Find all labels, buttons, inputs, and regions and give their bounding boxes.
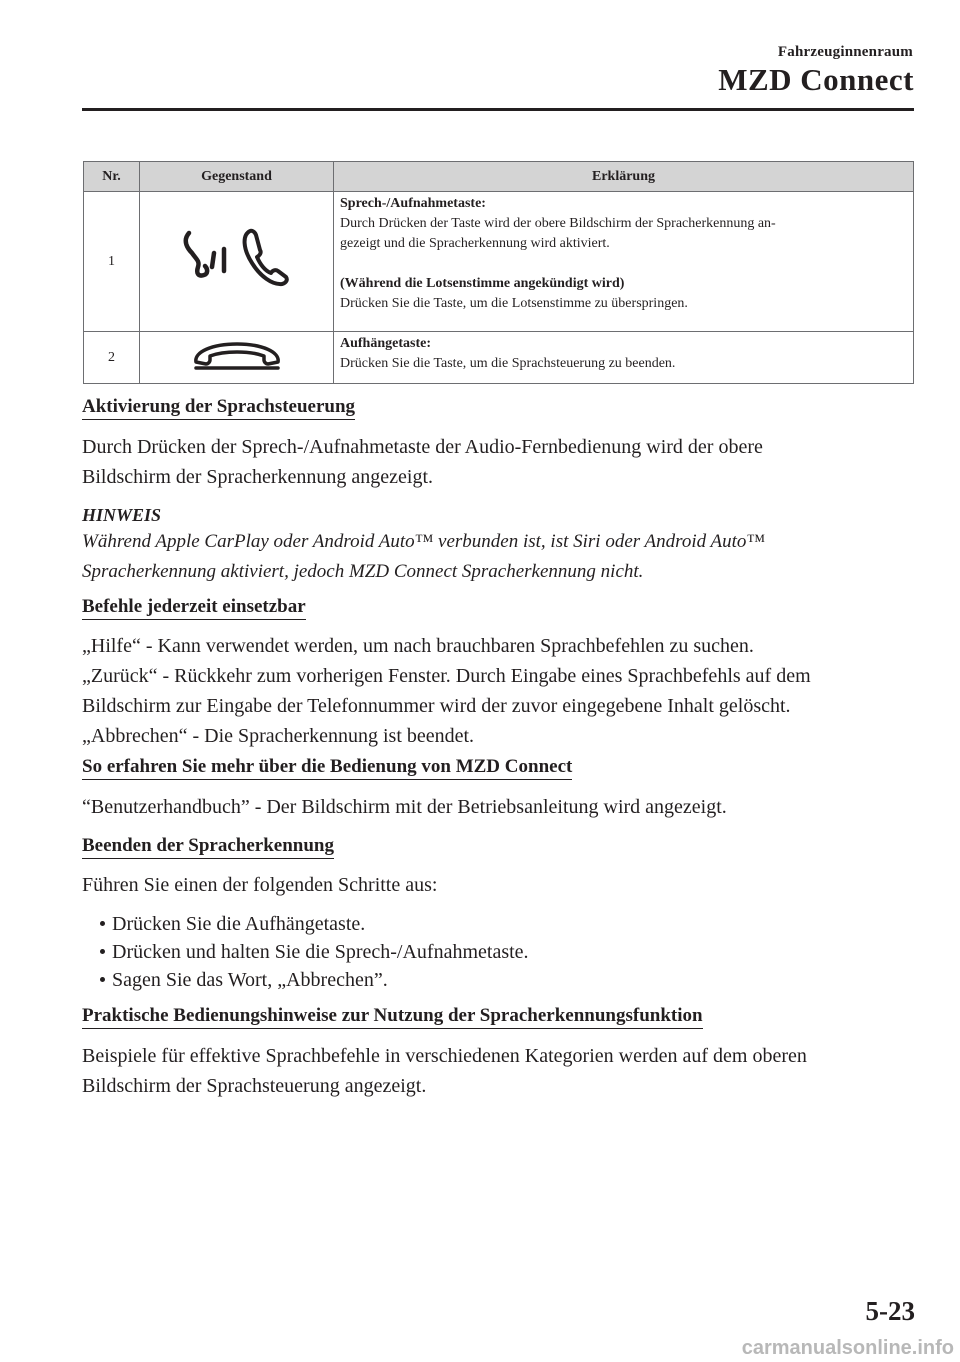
row-item — [140, 332, 334, 384]
hang-up-icon — [182, 334, 292, 374]
spacer — [340, 254, 907, 274]
commands-paragraph — [82, 631, 914, 751]
bullet-icon — [100, 977, 105, 982]
learn-more-paragraph — [82, 792, 914, 822]
header-divider — [82, 108, 914, 111]
explanation-subtitle: (Während die Lotsenstimme angekündigt wird) — [340, 276, 625, 291]
text-line: Während Apple CarPlay oder Android Auto™ verbunden ist, ist Siri oder Android Auto™ — [82, 531, 766, 552]
text-line: Beispiele für effektive Sprachbefehle in verschiedenen Kategorien werden auf dem oberen — [82, 1045, 807, 1067]
list-item — [100, 909, 365, 939]
text-line: Bildschirm der Sprachsteuerung angezeigt. — [82, 1075, 427, 1097]
note-heading: HINWEIS — [82, 505, 162, 525]
watermark: carmanualsonline.info — [741, 1337, 954, 1359]
section-heading-commands: Befehle jederzeit einsetzbar — [82, 596, 306, 620]
row-number: 2 — [84, 332, 140, 384]
table-row — [84, 192, 914, 332]
explanation-line: gezeigt und die Spracherkennung wird aktiviert. — [340, 236, 610, 251]
chapter-label: Fahrzeuginnenraum — [777, 44, 913, 60]
bullet-icon — [100, 949, 105, 954]
list-item — [100, 965, 388, 995]
text-line: Bildschirm zur Eingabe der Telefonnummer wird der zuvor eingegebene Inhalt gelöscht. — [82, 695, 791, 717]
column-header-explanation: Erklärung — [334, 162, 914, 192]
explanation-title: Sprech-/Aufnahmetaste: — [340, 196, 486, 211]
column-header-nr: Nr. — [84, 162, 140, 192]
list-item-text: Drücken und halten Sie die Sprech-/Aufnahmetaste. — [112, 941, 529, 963]
row-item — [140, 192, 334, 332]
explanation-subtext: Drücken Sie die Taste, um die Lotsenstimme zu überspringen. — [340, 296, 688, 311]
list-item-text: Sagen Sie das Wort, „Abbrechen”. — [112, 969, 388, 991]
table-row — [84, 332, 914, 384]
talk-and-phone-icons — [172, 223, 302, 293]
note-paragraph — [82, 527, 914, 587]
text-line: „Zurück“ - Rückkehr zum vorherigen Fenster. Durch Eingabe eines Sprachbefehls auf dem — [82, 665, 811, 687]
section-heading-tips: Praktische Bedienungshinweise zur Nutzung der Spracherkennungsfunktion — [82, 1005, 703, 1029]
row-explanation — [334, 332, 914, 384]
explanation-title: Aufhängetaste: — [340, 336, 431, 351]
speech-talk-icon — [185, 233, 223, 276]
table-header-row — [84, 162, 914, 192]
bullet-icon — [100, 921, 105, 926]
phone-handset-icon — [244, 231, 286, 284]
text-line: „Hilfe“ - Kann verwendet werden, um nach brauchbaren Sprachbefehlen zu suchen. — [82, 635, 754, 657]
tips-paragraph — [82, 1041, 914, 1101]
list-item — [100, 937, 529, 967]
page-title: MZD Connect — [718, 62, 914, 97]
text-line: Spracherkennung aktiviert, jedoch MZD Connect Spracherkennung nicht. — [82, 561, 644, 582]
controls-table — [83, 161, 914, 384]
text-line: “Benutzerhandbuch” - Der Bildschirm mit der Betriebsanleitung wird angezeigt. — [82, 796, 727, 818]
row-explanation — [334, 192, 914, 332]
section-heading-learn-more: So erfahren Sie mehr über die Bedienung von MZD Connect — [82, 756, 572, 780]
section-heading-end: Beenden der Spracherkennung — [82, 835, 334, 859]
text-line: Bildschirm der Spracherkennung angezeigt. — [82, 466, 433, 488]
column-header-item: Gegenstand — [140, 162, 334, 192]
list-item-text: Drücken Sie die Aufhängetaste. — [112, 913, 366, 935]
section-heading-activation: Aktivierung der Sprachsteuerung — [82, 396, 355, 420]
text-line: „Abbrechen“ - Die Spracherkennung ist beendet. — [82, 725, 475, 747]
page-number: 5-23 — [865, 1296, 915, 1326]
row-number: 1 — [84, 192, 140, 332]
activation-paragraph — [82, 432, 914, 492]
end-intro: Führen Sie einen der folgenden Schritte aus: — [82, 874, 438, 896]
explanation-line: Durch Drücken der Taste wird der obere Bildschirm der Spracherkennung an- — [340, 216, 776, 231]
explanation-line: Drücken Sie die Taste, um die Sprachsteuerung zu beenden. — [340, 356, 676, 371]
text-line: Durch Drücken der Sprech-/Aufnahmetaste der Audio-Fernbedienung wird der obere — [82, 436, 763, 458]
